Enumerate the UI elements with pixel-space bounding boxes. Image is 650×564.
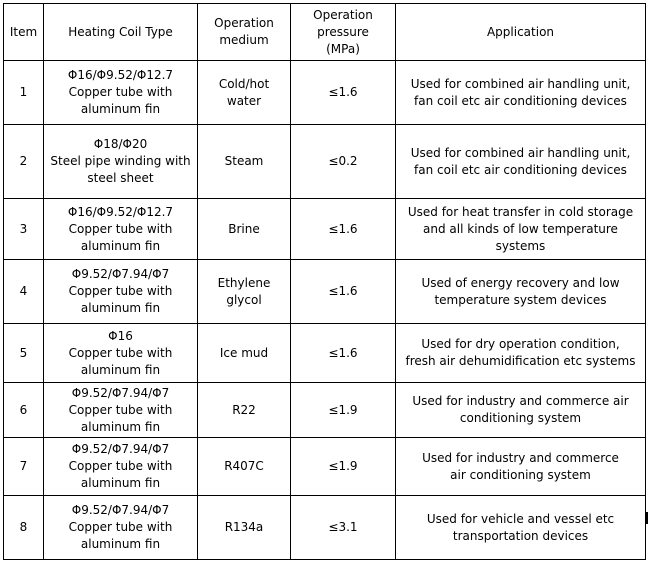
application-cell: Used for industry and commerce air conditioning system	[396, 438, 646, 496]
item-cell: 4	[4, 260, 44, 324]
medium-cell: Steam	[198, 125, 291, 199]
application-cell: Used for combined air handling unit, fan coil etc air conditioning devices	[396, 125, 646, 199]
coil-type-cell: Φ18/Φ20 Steel pipe winding with steel sheet	[44, 125, 198, 199]
pressure-cell: ≤1.6	[291, 61, 396, 125]
application-cell: Used for combined air handling unit, fan coil etc air conditioning devices	[396, 61, 646, 125]
medium-cell: R407C	[198, 438, 291, 496]
application-cell: Used for vehicle and vessel etc transportation devices	[396, 496, 646, 560]
table-row	[4, 324, 646, 383]
pressure-cell: ≤3.1	[291, 496, 396, 560]
coil-type-cell: Φ16/Φ9.52/Φ12.7 Copper tube with aluminum fin	[44, 61, 198, 125]
table-row	[4, 438, 646, 496]
coil-type-cell: Φ16/Φ9.52/Φ12.7 Copper tube with aluminum fin	[44, 199, 198, 260]
table-row	[4, 125, 646, 199]
medium-cell: R134a	[198, 496, 291, 560]
pressure-cell: ≤1.9	[291, 438, 396, 496]
item-cell: 8	[4, 496, 44, 560]
header-heating-coil-type: Heating Coil Type	[44, 4, 198, 61]
item-cell: 3	[4, 199, 44, 260]
item-cell: 5	[4, 324, 44, 383]
table-row	[4, 260, 646, 324]
edge-mark	[646, 512, 648, 524]
pressure-cell: ≤1.9	[291, 383, 396, 438]
pressure-cell: ≤1.6	[291, 199, 396, 260]
coil-type-cell: Φ9.52/Φ7.94/Φ7 Copper tube with aluminum fin	[44, 260, 198, 324]
heating-coil-table	[3, 3, 646, 560]
header-operation-medium: Operation medium	[198, 4, 291, 61]
pressure-cell: ≤0.2	[291, 125, 396, 199]
medium-cell: R22	[198, 383, 291, 438]
coil-type-cell: Φ9.52/Φ7.94/Φ7 Copper tube with aluminum fin	[44, 438, 198, 496]
table-row	[4, 199, 646, 260]
table-row	[4, 61, 646, 125]
item-cell: 6	[4, 383, 44, 438]
item-cell: 1	[4, 61, 44, 125]
header-item: Item	[4, 4, 44, 61]
pressure-cell: ≤1.6	[291, 260, 396, 324]
header-application: Application	[396, 4, 646, 61]
header-operation-pressure: Operation pressure (MPa)	[291, 4, 396, 61]
pressure-cell: ≤1.6	[291, 324, 396, 383]
item-cell: 7	[4, 438, 44, 496]
medium-cell: Brine	[198, 199, 291, 260]
application-cell: Used of energy recovery and low temperature system devices	[396, 260, 646, 324]
header-row	[4, 4, 646, 61]
table-row	[4, 496, 646, 560]
coil-type-cell: Φ9.52/Φ7.94/Φ7 Copper tube with aluminum fin	[44, 496, 198, 560]
medium-cell: Ethylene glycol	[198, 260, 291, 324]
coil-type-cell: Φ9.52/Φ7.94/Φ7 Copper tube with aluminum fin	[44, 383, 198, 438]
application-cell: Used for heat transfer in cold storage and all kinds of low temperature systems	[396, 199, 646, 260]
application-cell: Used for industry and commerce air conditioning system	[396, 383, 646, 438]
medium-cell: Cold/hot water	[198, 61, 291, 125]
medium-cell: Ice mud	[198, 324, 291, 383]
item-cell: 2	[4, 125, 44, 199]
application-cell: Used for dry operation condition, fresh air dehumidification etc systems	[396, 324, 646, 383]
coil-type-cell: Φ16 Copper tube with aluminum fin	[44, 324, 198, 383]
table-row	[4, 383, 646, 438]
